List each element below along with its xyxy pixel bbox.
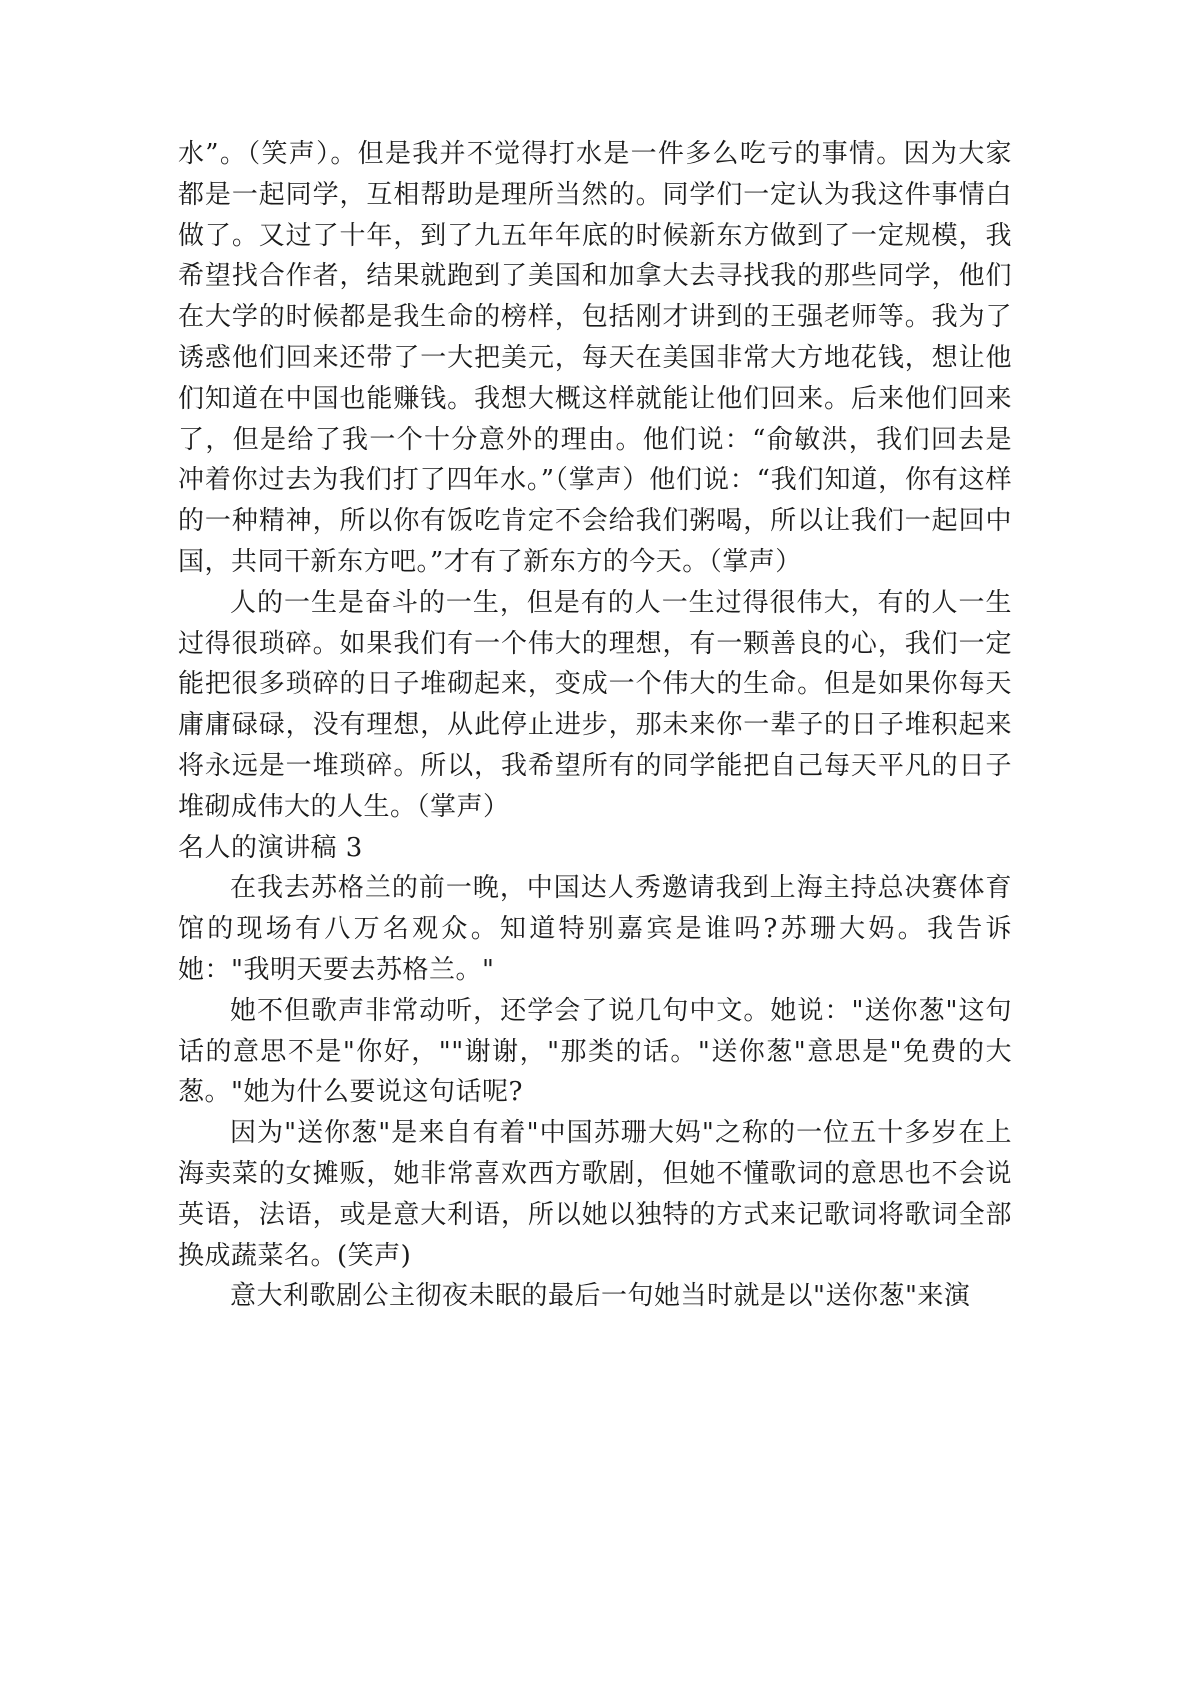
section-heading: 名人的演讲稿 3 bbox=[178, 832, 363, 863]
paragraph-3: 在我去苏格兰的前一晚，中国达人秀邀请我到上海主持总决赛体育馆的现场有八万名观众。知道特别嘉宾是谁吗?苏珊大妈。我告诉她："我明天要去苏格兰。" bbox=[178, 873, 1012, 985]
paragraph-6: 意大利歌剧公主彻夜未眠的最后一句她当时就是以"送你葱"来演 bbox=[230, 1281, 971, 1312]
paragraph-4: 她不但歌声非常动听，还学会了说几句中文。她说："送你葱"这句话的意思不是"你好，""谢谢，"那类的话。"送你葱"意思是"免费的大葱。"她为什么要说这句话呢? bbox=[178, 995, 1012, 1108]
paragraph-5: 因为"送你葱"是来自有着"中国苏珊大妈"之称的一位五十多岁在上海卖菜的女摊贩，她非常喜欢西方歌剧，但她不懂歌词的意思也不会说英语，法语，或是意大利语，所以她以独特的方式来记歌词将歌词全部换成蔬菜名。(笑声) bbox=[178, 1118, 1012, 1271]
document-page bbox=[178, 134, 1012, 1317]
paragraph-1: 水”。（笑声）。但是我并不觉得打水是一件多么吃亏的事情。因为大家都是一起同学，互相帮助是理所当然的。同学们一定认为我这件事情白做了。又过了十年，到了九五年年底的时候新东方做到了一定规模，我希望找合作者，结果就跑到了美国和加拿大去寻找我的那些同学，他们在大学的时候都是我生命的榜样，包括刚才讲到的王强老师等。我为了诱惑他们回来还带了一大把美元，每天在美国非常大方地花钱，想让他们知道在中国也能赚钱。我想大概这样就能让他们回来。后来他们回来了，但是给了我一个十分意外的理由。他们说：“俞敏洪，我们回去是冲着你过去为我们打了四年水。”（掌声）他们说：“我们知道，你有这样的一种精神，所以你有饭吃肯定不会给我们粥喝，所以让我们一起回中国，共同干新东方吧。”才有了新东方的今天。（掌声） bbox=[178, 139, 1012, 577]
paragraph-2: 人的一生是奋斗的一生，但是有的人一生过得很伟大，有的人一生过得很琐碎。如果我们有一个伟大的理想，有一颗善良的心，我们一定能把很多琐碎的日子堆砌起来，变成一个伟大的生命。但是如果你每天庸庸碌碌，没有理想，从此停止进步，那未来你一辈子的日子堆积起来将永远是一堆琐碎。所以，我希望所有的同学能把自己每天平凡的日子堆砌成伟大的人生。（掌声） bbox=[178, 587, 1012, 822]
